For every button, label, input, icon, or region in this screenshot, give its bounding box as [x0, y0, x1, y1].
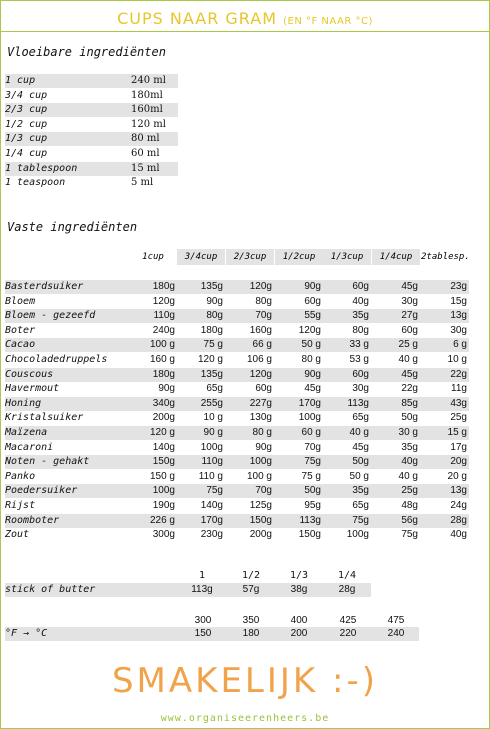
ingredient-value: 15g	[450, 295, 467, 307]
ingredient-value: 106 g	[246, 354, 272, 365]
ingredient-value: 28g	[450, 514, 467, 526]
liquid-unit: 1 teaspoon	[5, 177, 66, 189]
ingredient-name: Roomboter	[5, 514, 60, 526]
butter-column-label: 1	[198, 570, 206, 581]
liquid-row	[5, 103, 178, 117]
ingredient-value: 70g	[304, 441, 321, 453]
butter-value: 57g	[242, 584, 260, 595]
ingredient-name: Havermout	[5, 383, 60, 395]
ingredient-value: 255g	[200, 397, 223, 409]
liquid-ml: 240 ml	[131, 75, 166, 86]
butter-header	[1, 569, 490, 583]
ingredient-value: 50g	[304, 485, 321, 497]
ingredient-value: 150g	[152, 456, 175, 468]
fahrenheit-value: 400	[290, 615, 308, 626]
ingredient-name: Basterdsuiker	[5, 281, 84, 292]
ingredient-row	[5, 411, 469, 425]
celsius-value: 200	[290, 628, 308, 639]
ingredient-row	[5, 397, 469, 411]
ingredient-value: 35g	[401, 441, 418, 453]
ingredient-value: 70g	[255, 310, 272, 322]
ingredient-value: 25g	[450, 412, 467, 424]
liquid-row	[5, 147, 178, 161]
ingredient-row	[5, 455, 469, 469]
liquid-ml: 180ml	[131, 89, 163, 101]
ingredient-value: 150g	[298, 529, 321, 541]
ingredient-value: 140g	[152, 441, 175, 453]
liquid-ml: 60 ml	[131, 148, 160, 159]
fahrenheit-value: 475	[387, 615, 405, 626]
ingredient-value: 80 g	[301, 354, 321, 365]
ingredient-value: 30g	[450, 324, 467, 336]
ingredient-value: 113g	[299, 514, 321, 526]
ingredient-value: 75g	[304, 456, 321, 468]
liquid-unit: 1 cup	[5, 75, 36, 86]
ingredient-value: 300g	[152, 529, 175, 541]
liquid-unit: 2/3 cup	[5, 104, 48, 116]
ingredient-value: 80 g	[252, 427, 272, 438]
butter-value: 113g	[191, 584, 213, 595]
ingredient-row	[5, 426, 469, 440]
ingredient-value: 180g	[200, 324, 223, 336]
ingredient-value: 90g	[206, 295, 223, 307]
ingredient-value: 40g	[401, 456, 418, 468]
ingredient-value: 100 g	[149, 339, 175, 351]
liquid-ml: 5 ml	[131, 177, 154, 189]
ingredient-value: 226 g	[149, 514, 175, 526]
ingredient-value: 60 g	[301, 427, 321, 438]
ingredient-row	[5, 484, 469, 498]
title-divider	[1, 31, 489, 32]
ingredient-row	[5, 382, 469, 396]
ingredient-value: 240g	[152, 324, 175, 336]
column-label: 3/4cup	[177, 249, 225, 265]
ingredient-value: 180g	[152, 281, 175, 292]
ingredient-value: 200g	[249, 529, 272, 541]
ingredient-value: 60g	[401, 324, 418, 336]
ingredient-value: 17g	[450, 441, 467, 453]
slogan: SMAKELIJK :-)	[111, 661, 379, 701]
ingredient-value: 120g	[152, 295, 175, 307]
ingredient-value: 100g	[346, 529, 369, 541]
ingredient-value: 75 g	[203, 339, 223, 351]
ingredient-value: 30 g	[398, 427, 418, 438]
liquids-heading: Vloeibare ingrediënten	[7, 45, 166, 59]
fahrenheit-value: 300	[194, 615, 212, 626]
ingredient-value: 60g	[304, 295, 321, 307]
ingredient-value: 40 g	[398, 354, 418, 365]
ingredient-row	[5, 441, 469, 455]
ingredient-value: 75 g	[301, 470, 321, 482]
ingredient-value: 35g	[352, 485, 369, 497]
ingredient-value: 20g	[450, 456, 467, 468]
ingredient-value: 100g	[298, 412, 321, 424]
butter-column-label: 1/4	[337, 570, 357, 581]
ingredient-value: 20 g	[447, 470, 467, 482]
ingredient-value: 120g	[249, 368, 272, 380]
ingredient-value: 40 g	[398, 470, 418, 482]
liquid-unit: 1/3 cup	[5, 133, 48, 145]
ingredient-row	[5, 368, 469, 382]
ingredient-value: 113g	[347, 397, 369, 409]
solids-heading: Vaste ingrediënten	[7, 220, 138, 234]
ingredient-value: 340g	[152, 397, 175, 409]
ingredient-value: 150g	[249, 514, 272, 526]
ingredient-value: 90 g	[203, 427, 223, 438]
ingredient-value: 100g	[152, 485, 175, 497]
column-label: 2/3cup	[226, 249, 274, 265]
ingredient-row	[5, 514, 469, 528]
ingredient-value: 65g	[352, 412, 369, 424]
ingredient-value: 33 g	[349, 339, 369, 351]
ingredient-value: 190g	[152, 500, 175, 511]
ingredient-value: 160 g	[149, 354, 175, 365]
ingredient-name: Couscous	[5, 368, 54, 380]
ingredient-value: 135g	[200, 281, 223, 292]
ingredient-value: 150 g	[149, 470, 175, 482]
ingredient-value: 50g	[352, 456, 369, 468]
ingredient-value: 75g	[401, 529, 418, 541]
ingredient-value: 23g	[450, 281, 467, 292]
ingredient-value: 170g	[298, 397, 321, 409]
solids-column-header	[1, 249, 490, 265]
ingredient-value: 48g	[401, 500, 418, 511]
fahrenheit-value: 350	[242, 615, 260, 626]
ingredient-value: 85g	[401, 397, 418, 409]
ingredient-value: 60g	[352, 368, 369, 380]
column-label: 1cup	[142, 252, 164, 262]
ingredient-value: 11g	[451, 383, 467, 395]
ingredient-value: 27g	[401, 310, 418, 322]
ingredient-name: Cacao	[5, 339, 36, 351]
ingredient-value: 45g	[304, 383, 321, 395]
liquid-ml: 120 ml	[131, 118, 166, 130]
ingredient-value: 75g	[206, 485, 223, 497]
ingredient-value: 65g	[206, 383, 223, 395]
ingredient-value: 140g	[200, 500, 223, 511]
ingredient-value: 80g	[352, 324, 369, 336]
ingredient-value: 50g	[401, 412, 418, 424]
ingredient-name: Chocoladedruppels	[5, 354, 108, 365]
ingredient-value: 13g	[450, 310, 467, 322]
ingredient-name: Zout	[5, 529, 30, 541]
ingredient-value: 160g	[249, 324, 272, 336]
ingredient-row	[5, 309, 469, 323]
celsius-value: 240	[387, 628, 405, 639]
column-label: 1/2cup	[275, 249, 323, 265]
ingredient-value: 90g	[304, 281, 321, 292]
liquid-row	[5, 132, 178, 146]
ingredient-value: 110g	[153, 310, 175, 322]
ingredient-value: 53 g	[349, 354, 369, 365]
ingredient-value: 25 g	[398, 339, 418, 351]
website-link[interactable]: www.organiseerenheers.be	[160, 713, 330, 724]
celsius-value: 180	[242, 628, 260, 639]
butter-column-label: 1/2	[241, 570, 261, 581]
ingredient-row	[5, 499, 469, 513]
liquid-row	[5, 74, 178, 88]
ingredient-value: 40 g	[349, 427, 369, 438]
ingredient-value: 120g	[298, 324, 321, 336]
ingredient-value: 45g	[352, 441, 369, 453]
liquid-row	[5, 89, 178, 103]
ingredient-row	[5, 338, 469, 352]
ingredient-row	[5, 295, 469, 309]
title-sub: (EN °F NAAR °C)	[283, 16, 373, 27]
fahrenheit-value: 425	[339, 615, 357, 626]
ingredient-value: 80g	[206, 310, 223, 322]
ingredient-value: 90g	[158, 383, 175, 395]
liquid-ml: 160ml	[131, 104, 163, 116]
ingredient-value: 70g	[255, 485, 272, 497]
ingredient-name: Bloem - gezeefd	[5, 310, 96, 322]
ingredient-value: 65g	[352, 500, 369, 511]
ingredient-row	[5, 280, 469, 294]
ingredient-value: 55g	[304, 310, 321, 322]
butter-row	[5, 583, 371, 597]
ingredient-value: 56g	[401, 514, 418, 526]
celsius-value: 220	[339, 628, 357, 639]
liquid-ml: 15 ml	[131, 162, 160, 174]
title-main: CUPS NAAR GRAM	[117, 9, 278, 28]
ingredient-name: Maïzena	[5, 427, 48, 438]
liquid-row	[5, 162, 178, 176]
ingredient-value: 24g	[450, 500, 467, 511]
ingredient-name: Poedersuiker	[5, 485, 78, 497]
ingredient-value: 66 g	[252, 339, 272, 351]
ingredient-value: 90g	[304, 368, 321, 380]
liquid-unit: 1/4 cup	[5, 148, 48, 159]
liquid-row	[5, 176, 178, 190]
ingredient-value: 227g	[249, 397, 272, 409]
celsius-value: 150	[194, 628, 212, 639]
ingredient-value: 100 g	[246, 470, 272, 482]
ingredient-value: 15 g	[447, 427, 467, 438]
ingredient-name: Honing	[5, 397, 42, 409]
liquid-unit: 1/2 cup	[5, 118, 48, 130]
ingredient-value: 13g	[450, 485, 467, 497]
ingredient-value: 75g	[352, 514, 369, 526]
ingredient-value: 120g	[249, 281, 272, 292]
ingredient-row	[5, 470, 469, 484]
butter-value: 28g	[338, 584, 356, 595]
butter-column-label: 1/3	[289, 570, 309, 581]
column-label: 2tablesp.	[421, 252, 470, 262]
ingredient-value: 6 g	[453, 339, 467, 351]
ingredient-value: 130g	[249, 412, 272, 424]
ingredient-name: Kristalsuiker	[5, 412, 84, 424]
ingredient-value: 95g	[304, 500, 321, 511]
fahrenheit-row	[1, 614, 490, 628]
ingredient-value: 35g	[352, 310, 369, 322]
ingredient-value: 10 g	[203, 412, 223, 424]
liquid-ml: 80 ml	[131, 133, 160, 145]
celsius-row	[5, 627, 419, 641]
ingredient-value: 125g	[249, 500, 272, 511]
ingredient-value: 60g	[352, 281, 369, 292]
ingredient-value: 40g	[352, 295, 369, 307]
ingredient-value: 30g	[352, 383, 369, 395]
ingredient-name: Macaroni	[5, 441, 54, 453]
ingredient-value: 180g	[152, 368, 175, 380]
ingredient-value: 230g	[200, 529, 223, 541]
ingredient-value: 10 g	[447, 354, 467, 365]
butter-value: 38g	[290, 584, 308, 595]
ingredient-value: 110 g	[198, 470, 223, 482]
ingredient-value: 80g	[255, 295, 272, 307]
ingredient-value: 40g	[450, 529, 467, 541]
ingredient-value: 100g	[200, 441, 223, 453]
ingredient-value: 43g	[450, 397, 467, 409]
ingredient-value: 50 g	[301, 339, 321, 351]
ingredient-value: 110g	[201, 456, 223, 468]
liquid-unit: 3/4 cup	[5, 89, 48, 101]
ingredient-value: 60g	[255, 383, 272, 395]
liquid-unit: 1 tablespoon	[5, 162, 78, 174]
temperature-label: °F → °C	[5, 628, 48, 639]
ingredient-name: Rijst	[5, 500, 36, 511]
column-label: 1/3cup	[323, 249, 371, 265]
ingredient-value: 135g	[200, 368, 223, 380]
column-label: 1/4cup	[372, 249, 420, 265]
ingredient-name: Noten - gehakt	[5, 456, 90, 468]
butter-label: stick of butter	[5, 584, 96, 595]
ingredient-row	[5, 528, 469, 542]
ingredient-value: 45g	[401, 368, 418, 380]
ingredient-value: 45g	[401, 281, 418, 292]
ingredient-name: Panko	[5, 470, 36, 482]
ingredient-value: 120 g	[197, 354, 223, 365]
ingredient-value: 100g	[249, 456, 272, 468]
ingredient-value: 50 g	[349, 470, 369, 482]
ingredient-row	[5, 353, 469, 367]
ingredient-value: 200g	[152, 412, 175, 424]
ingredient-value: 25g	[401, 485, 418, 497]
page-title	[1, 9, 489, 28]
ingredient-value: 90g	[255, 441, 272, 453]
ingredient-name: Boter	[5, 324, 36, 336]
ingredient-value: 22g	[450, 368, 467, 380]
ingredient-value: 30g	[401, 295, 418, 307]
ingredient-value: 170g	[200, 514, 223, 526]
ingredient-name: Bloem	[5, 295, 36, 307]
ingredient-value: 22g	[401, 383, 418, 395]
liquid-row	[5, 118, 178, 132]
ingredient-row	[5, 324, 469, 338]
ingredient-value: 120 g	[149, 427, 175, 438]
